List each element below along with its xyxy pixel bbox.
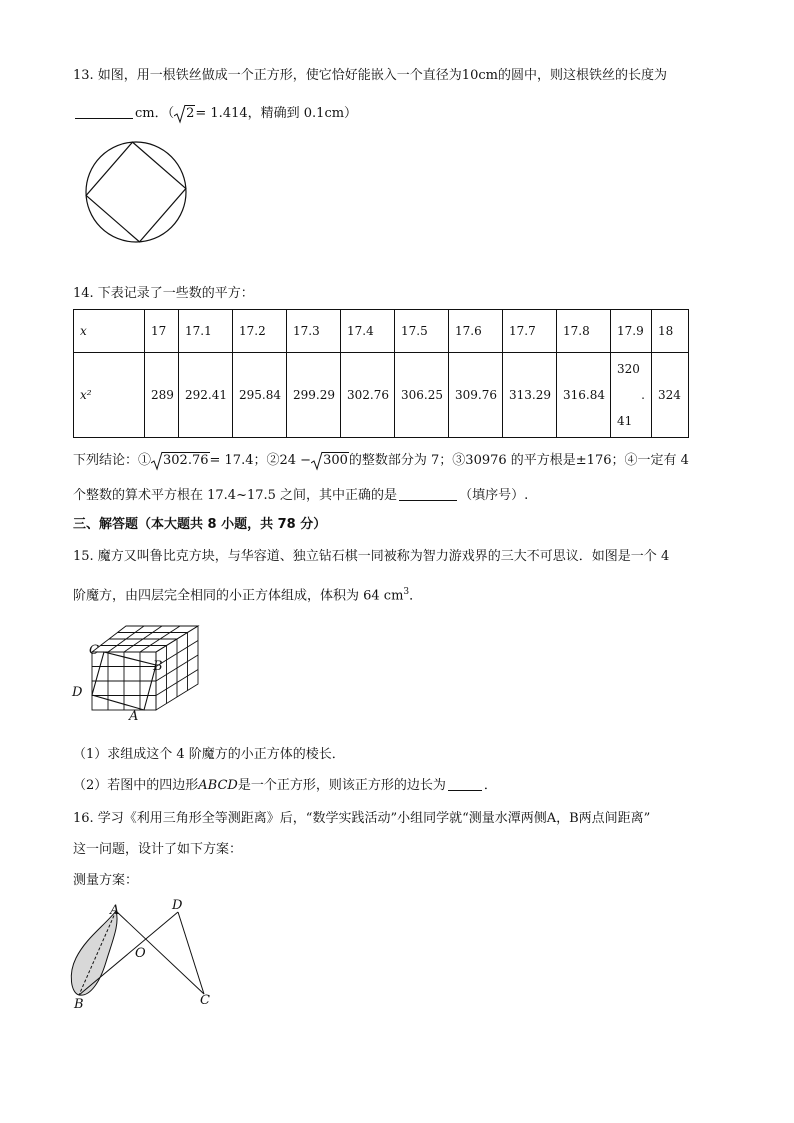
section-heading: 三、解答题（本大题共 8 小题，共 78 分） [73,517,327,532]
pond-label-a: A [110,903,120,918]
table-cell: 302.76 [341,353,395,438]
table-cell: 18 [652,310,689,353]
sqrt-302-76: 302.76 [151,452,210,470]
pond-measurement-figure [66,898,226,1008]
q13-answer-blank [75,104,133,119]
table-cell: 17.7 [503,310,557,353]
table-cell: 289 [145,353,179,438]
pond-label-b: B [74,997,84,1012]
q15-line1: 15. 魔方又叫鲁比克方块，与华容道、独立钻石棋一同被称为智力游戏界的三大不可思议．如图是一个 4 [73,549,670,564]
squares-table [73,309,689,438]
q13-circle-square-figure [68,140,212,246]
q13-line1: 13. 如图，用一根铁丝做成一个正方形，使它恰好能嵌入一个直径为10cm的圆中，则这根铁丝的长度为 [73,68,667,83]
table-cell: 313.29 [503,353,557,438]
q15-sub2: （2）若图中的四边形ABCD是一个正方形，则该正方形的边长为 ． [73,778,497,793]
table-cell: 324 [652,353,689,438]
q13-unit: cm．（ [135,106,175,121]
table-cell: 292.41 [179,353,233,438]
pond-label-d: D [172,898,183,913]
cube-label-c: C [89,643,99,658]
table-header-x: x [74,310,145,353]
table-cell: 299.29 [287,353,341,438]
pond-label-c: C [200,993,210,1008]
table-cell: 17.1 [179,310,233,353]
q15-sub1: （1）求组成这个 4 阶魔方的小正方体的棱长． [73,747,345,762]
table-cell: 17.8 [557,310,611,353]
table-cell: 17.2 [233,310,287,353]
table-row-x [74,310,689,353]
q13-sqrt2: 2 [174,105,195,123]
table-row-x2 [74,353,689,438]
pond-label-o: O [135,946,146,961]
q16-line1: 16. 学习《利用三角形全等测距离》后，“数学实践活动”小组同学就“测量水潭两侧A，B两点间距离” [73,811,651,826]
table-cell: 17 [145,310,179,353]
table-cell: 17.4 [341,310,395,353]
table-cell: 17.3 [287,310,341,353]
q14-intro: 14. 下表记录了一些数的平方： [73,286,254,301]
table-cell: 17.5 [395,310,449,353]
cube-label-d: D [72,685,83,700]
q14-conclusions-line2: 个整数的算术平方根在 17.4~17.5 之间，其中正确的是 （填序号）. [73,488,529,503]
q14-answer-blank [399,486,457,501]
q16-line3: 测量方案： [73,873,139,888]
q15-answer-blank [448,776,482,791]
table-cell: 306.25 [395,353,449,438]
q13-line2 [73,104,357,123]
cube-label-b: B [153,659,163,674]
rubiks-cube-figure [86,620,206,720]
table-cell-split: 320 . 41 [611,353,652,438]
q14-conclusions-line1: 下列结论：① 302.76= 17.4；②24 − 300的整数部分为 7；③30976 的平方根是±176；④一定有 4 [73,453,689,468]
table-cell: 316.84 [557,353,611,438]
sqrt-300: 300 [311,452,349,470]
table-cell: 17.9 [611,310,652,353]
table-cell: 309.76 [449,353,503,438]
q15-line2: 阶魔方，由四层完全相同的小正方体组成，体积为 64 $cm^3$． [73,587,423,604]
q13-sqrt-value: = 1.414，精确到 0.1cm） [195,106,358,121]
table-cell: 295.84 [233,353,287,438]
table-header-x2: x² [74,353,145,438]
cube-label-a: A [129,709,139,724]
q16-line2: 这一问题，设计了如下方案： [73,842,243,857]
table-cell: 17.6 [449,310,503,353]
